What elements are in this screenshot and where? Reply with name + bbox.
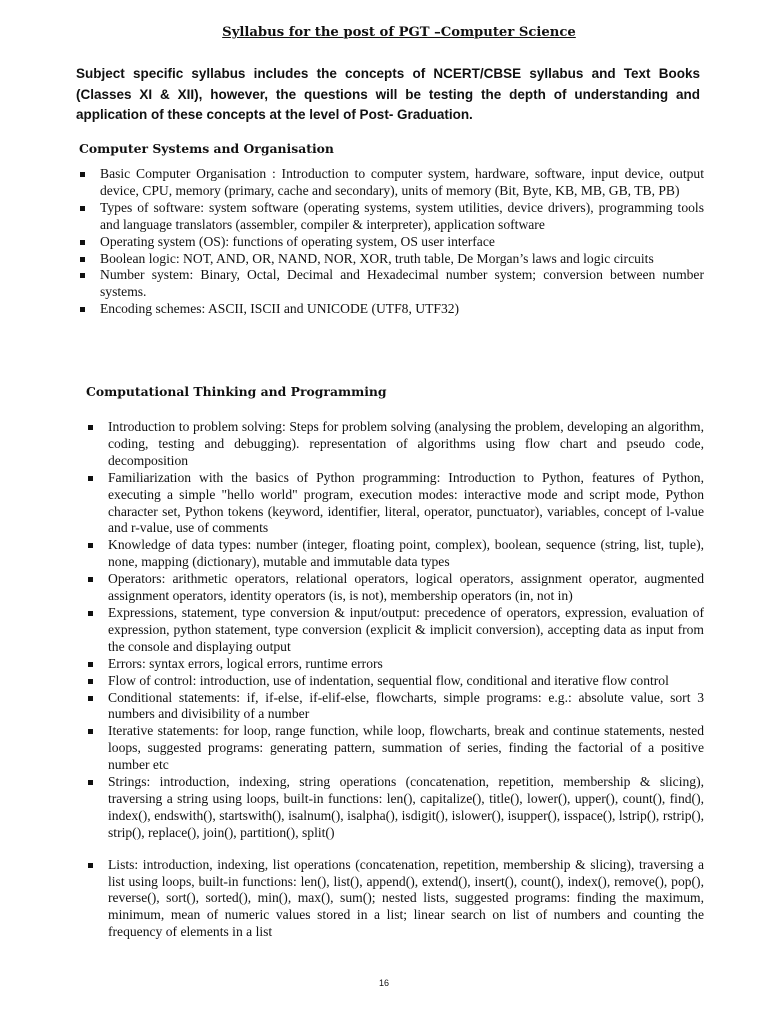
page-title: Syllabus for the post of PGT –Computer Science	[222, 25, 576, 40]
section-heading-computational-thinking: Computational Thinking and Programming	[86, 384, 387, 399]
list-item: Knowledge of data types: number (integer, floating point, complex), boolean, sequence (string, list, tuple), none, mapping (dictionary), mutable and immutable data types	[86, 537, 704, 571]
computer-systems-list	[78, 166, 704, 318]
list-item: Boolean logic: NOT, AND, OR, NAND, NOR, XOR, truth table, De Morgan’s laws and logic circuits	[78, 251, 704, 268]
list-item: Encoding schemes: ASCII, ISCII and UNICODE (UTF8, UTF32)	[78, 301, 704, 318]
list-item: Operators: arithmetic operators, relational operators, logical operators, assignment operator, augmented assignment operators, identity operators (is, is not), membership operators (in, not in)	[86, 571, 704, 605]
section-heading-computer-systems: Computer Systems and Organisation	[79, 141, 334, 156]
list-item: Errors: syntax errors, logical errors, runtime errors	[86, 656, 704, 673]
list-item: Lists: introduction, indexing, list operations (concatenation, repetition, membership & slicing), traversing a list using loops, built-in functions: len(), list(), append(), extend(), insert(), count(), index(), remove(), pop(), reverse(), sort(), sorted(), min(), max(), sum(); nested lists, suggested programs: finding the maximum, minimum, mean of numeric values stored in a list; linear search on list of numbers and counting the frequency of elements in a list	[86, 857, 704, 942]
page-number: 16	[378, 978, 389, 988]
list-item: Strings: introduction, indexing, string operations (concatenation, repetition, membership & slicing), traversing a string using loops, built-in functions: len(), capitalize(), title(), lower(), upper(), count(), find(), index(), endswith(), startswith(), isalnum(), isalpha(), isdigit(), islower(), isupper(), isspace(), lstrip(), rstrip(), strip(), replace(), join(), partition(), split()	[86, 774, 704, 842]
list-item: Operating system (OS): functions of operating system, OS user interface	[78, 234, 704, 251]
list-item: Flow of control: introduction, use of indentation, sequential flow, conditional and iterative flow control	[86, 673, 704, 690]
intro-paragraph: Subject specific syllabus includes the concepts of NCERT/CBSE syllabus and Text Books (Classes XI & XII), however, the questions will be testing the depth of understanding and application of these concepts at the level of Post- Graduation.	[76, 66, 700, 122]
list-item: Introduction to problem solving: Steps for problem solving (analysing the problem, developing an algorithm, coding, testing and debugging). representation of algorithms using flow chart and pseudo code, decomposition	[86, 419, 704, 470]
computational-thinking-list	[86, 419, 704, 941]
list-item: Expressions, statement, type conversion & input/output: precedence of operators, expression, evaluation of expression, python statement, type conversion (explicit & implicit conversion), accepting data as input from the console and displaying output	[86, 605, 704, 656]
list-item: Types of software: system software (operating systems, system utilities, device drivers), programming tools and language translators (assembler, compiler & interpreter), application software	[78, 200, 704, 234]
list-item: Iterative statements: for loop, range function, while loop, flowcharts, break and continue statements, nested loops, suggested programs: generating pattern, summation of series, finding the factorial of a positive number etc	[86, 723, 704, 774]
list-item: Number system: Binary, Octal, Decimal and Hexadecimal number system; conversion between number systems.	[78, 267, 704, 301]
list-item: Basic Computer Organisation : Introduction to computer system, hardware, software, input device, output device, CPU, memory (primary, cache and secondary), units of memory (Bit, Byte, KB, MB, GB, TB, PB)	[78, 166, 704, 200]
list-item: Familiarization with the basics of Python programming: Introduction to Python, features of Python, executing a simple "hello world" program, execution modes: interactive mode and script mode, Python character set, Python tokens (keyword, identifier, literal, operator, punctuator), variables, concept of l-value and r-value, use of comments	[86, 470, 704, 538]
list-item: Conditional statements: if, if-else, if-elif-else, flowcharts, simple programs: e.g.: absolute value, sort 3 numbers and divisibility of a number	[86, 690, 704, 724]
